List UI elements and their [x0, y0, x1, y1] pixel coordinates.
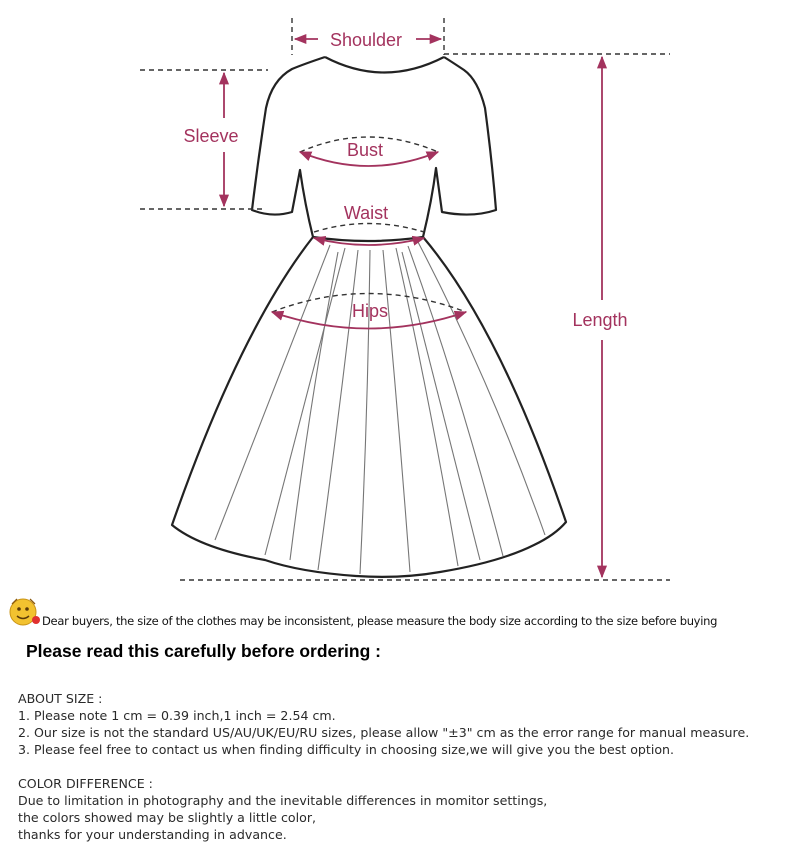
measurement-guides [140, 18, 670, 580]
shoulder-label: Shoulder [329, 30, 403, 50]
about-size-line: 2. Our size is not the standard US/AU/UK/EU/RU sizes, please allow "±3" cm as the error range for manual measure. [18, 725, 750, 740]
waist-label: Waist [343, 203, 389, 223]
sleeve-label: Sleeve [183, 126, 239, 146]
skirt-pleats [215, 242, 545, 574]
smiley-emoji-icon [8, 596, 42, 630]
color-difference-title: COLOR DIFFERENCE : [18, 776, 153, 791]
notice-text: Dear buyers, the size of the clothes may be inconsistent, please measure the body size according to the size before buying [42, 614, 718, 628]
buyer-notice [8, 596, 797, 630]
about-size-line: 3. Please feel free to contact us when finding difficulty in choosing size,we will give you the best option. [18, 742, 675, 757]
color-difference-line: the colors showed may be slightly a little color, [18, 810, 317, 825]
about-size-line: 1. Please note 1 cm = 0.39 inch,1 inch = 2.54 cm. [18, 708, 336, 723]
length-label: Length [572, 310, 628, 330]
about-size-title: ABOUT SIZE : [18, 691, 103, 706]
hips-label: Hips [351, 301, 389, 321]
size-notes [18, 690, 797, 843]
page-heading: Please read this carefully before ordering : [26, 641, 381, 661]
bust-label: Bust [346, 140, 384, 160]
color-difference-line: thanks for your understanding in advance. [18, 827, 287, 842]
color-difference-line: Due to limitation in photography and the inevitable differences in momitor settings, [18, 793, 548, 808]
